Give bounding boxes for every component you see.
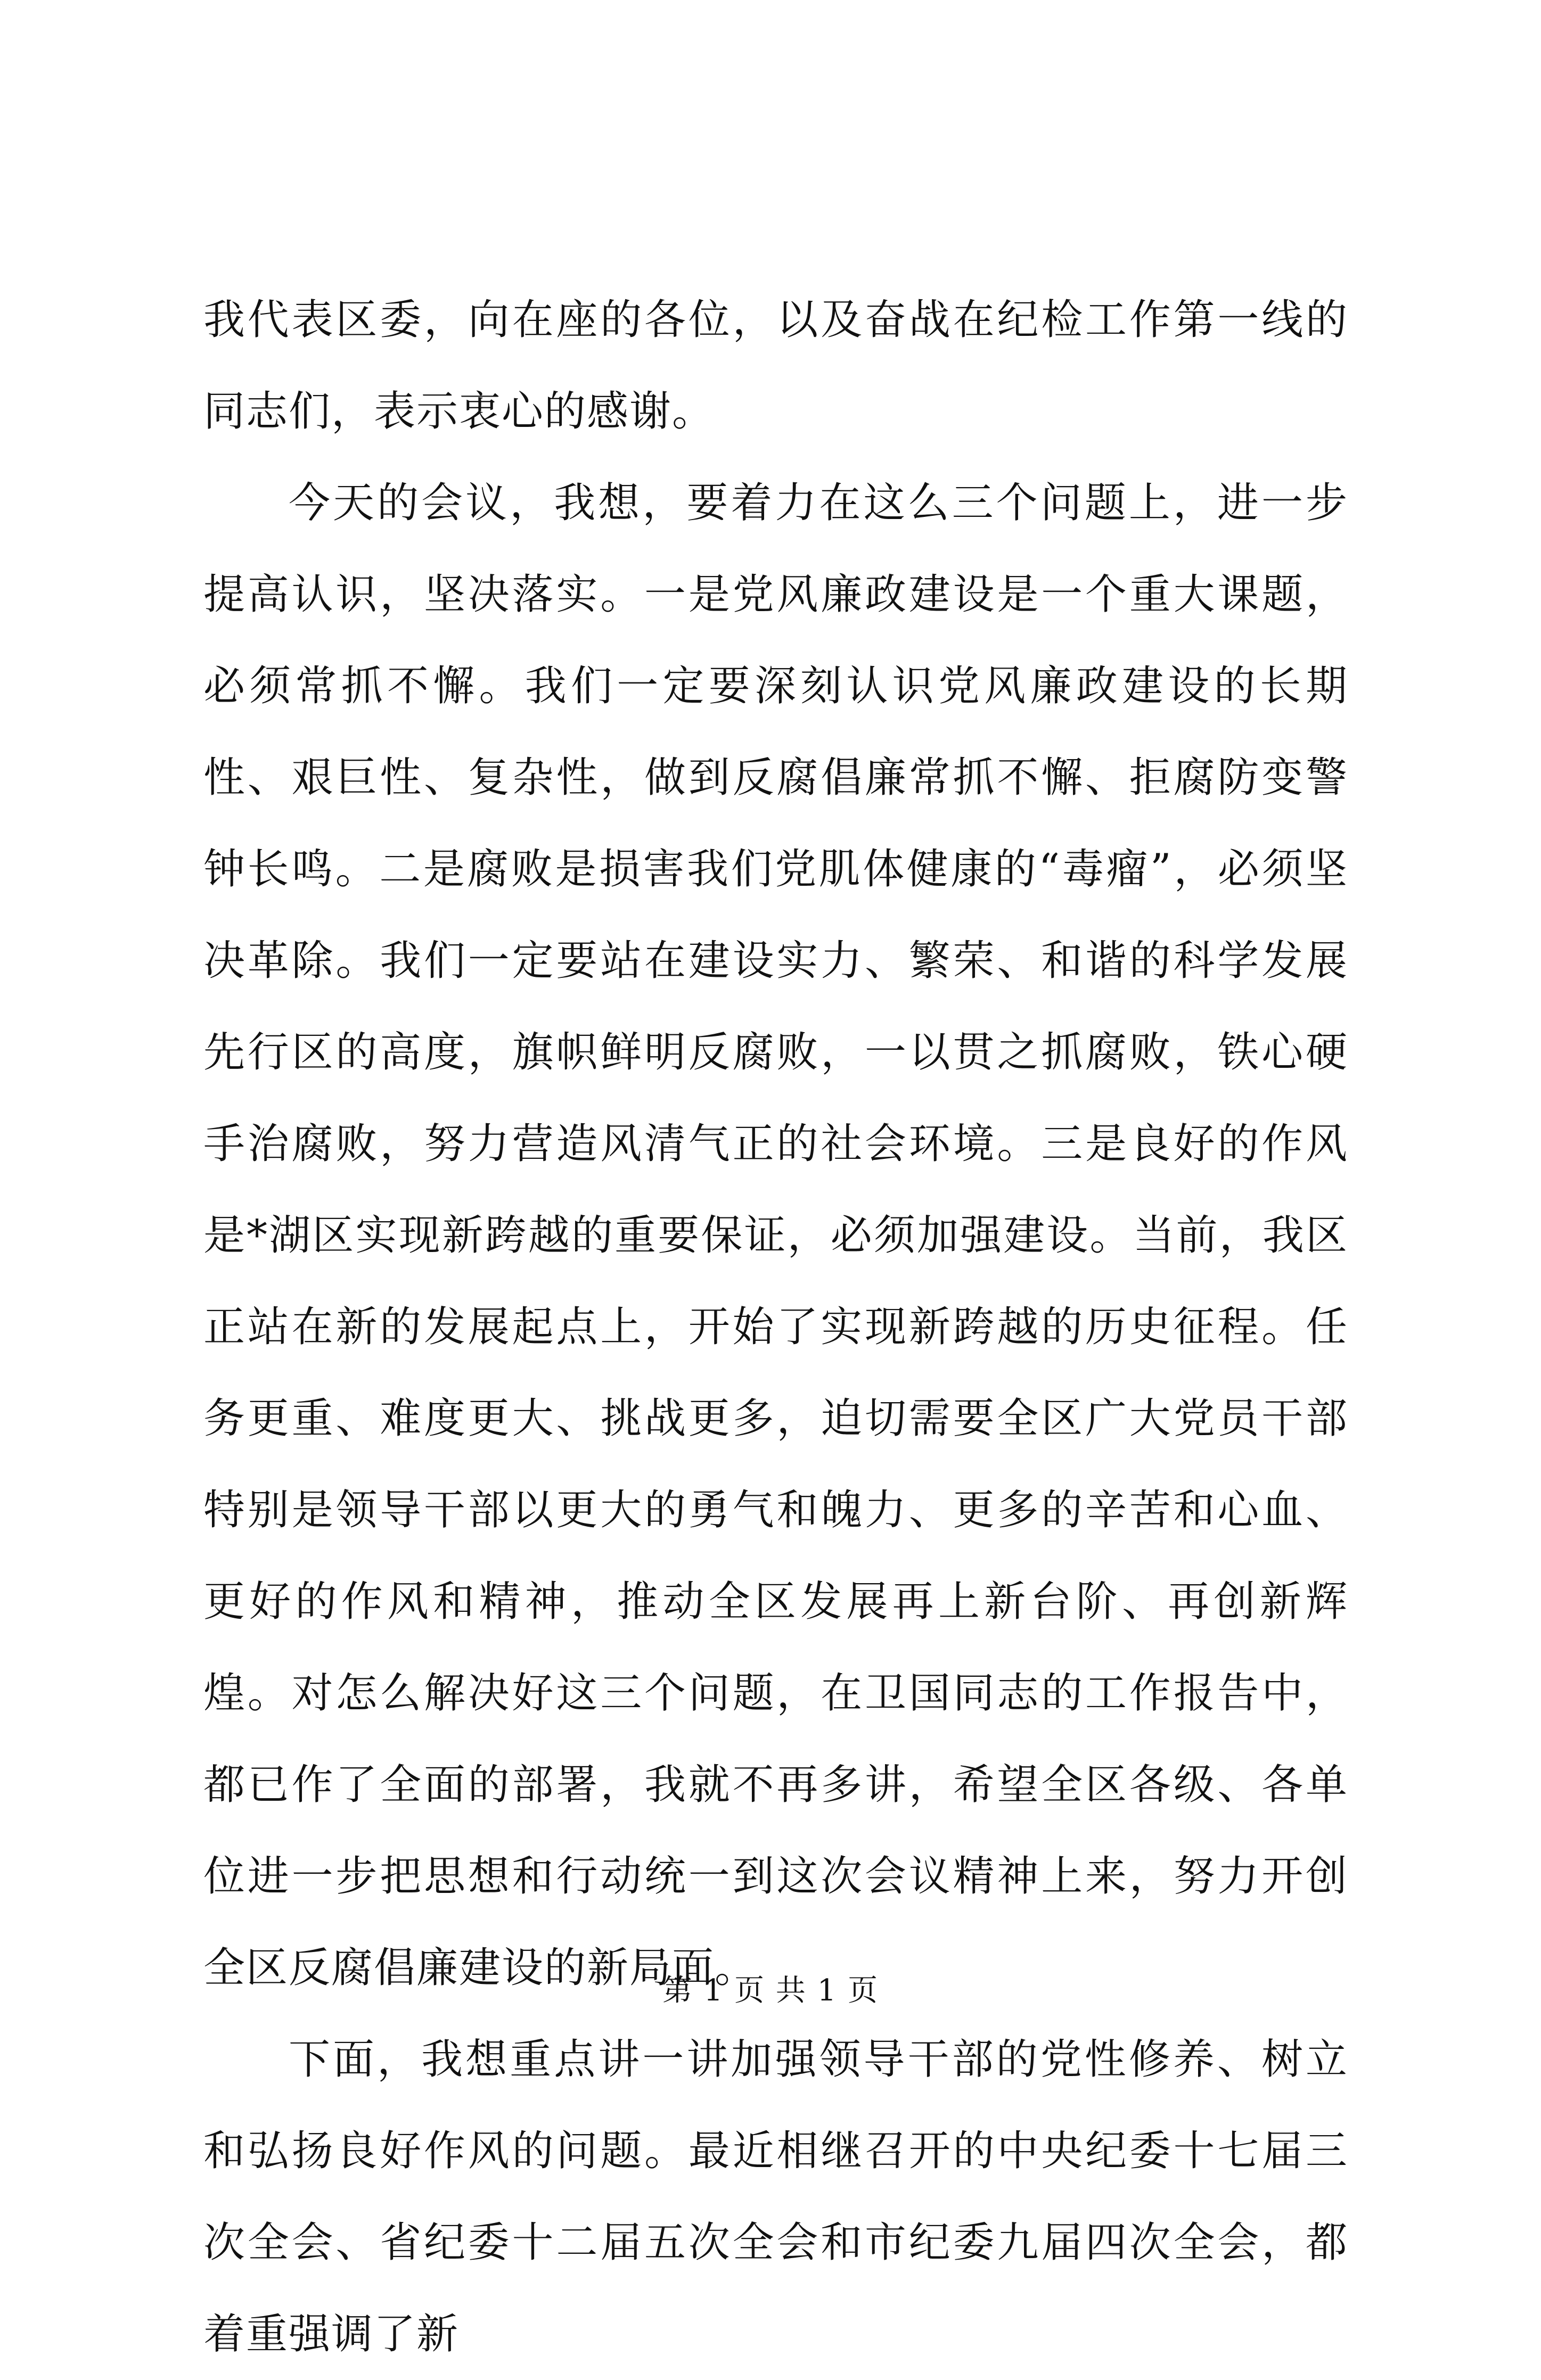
document-body [203, 274, 1348, 2380]
page-footer: 第 1 页 共 1 页 [662, 1973, 879, 2008]
paragraph-3: 下面，我想重点讲一讲加强领导干部的党性修养、树立和弘扬良好作风的问题。最近相继召开的中央纪委十七届三次全会、省纪委十二届五次全会和市纪委九届四次全会，都着重强调了新 [203, 2036, 1348, 2358]
paragraph-2: 今天的会议，我想，要着力在这么三个问题上，进一步提高认识，坚决落实。一是党风廉政建设是一个重大课题，必须常抓不懈。我们一定要深刻认识党风廉政建设的长期性、艰巨性、复杂性，做到反腐倡廉常抓不懈、拒腐防变警钟长鸣。二是腐败是损害我们党肌体健康的“毒瘤”，必须坚决革除。我们一定要站在建设实力、繁荣、和谐的科学发展先行区的高度，旗帜鲜明反腐败，一以贯之抓腐败，铁心硬手治腐败，努力营造风清气正的社会环境。三是良好的作风是*湖区实现新跨越的重要保证，必须加强建设。当前，我区正站在新的发展起点上，开始了实现新跨越的历史征程。任务更重、难度更大、挑战更多，迫切需要全区广大党员干部特别是领导干部以更大的勇气和魄力、更多的辛苦和心血、更好的作风和精神，推动全区发展再上新台阶、再创新辉煌。对怎么解决好这三个问题，在卫国同志的工作报告中，都已作了全面的部署，我就不再多讲，希望全区各级、各单位进一步把思想和行动统一到这次会议精神上来，努力开创全区反腐倡廉建设的新局面。 [203, 479, 1348, 1992]
paragraph-1: 我代表区委，向在座的各位，以及奋战在纪检工作第一线的同志们，表示衷心的感谢。 [203, 296, 1348, 435]
